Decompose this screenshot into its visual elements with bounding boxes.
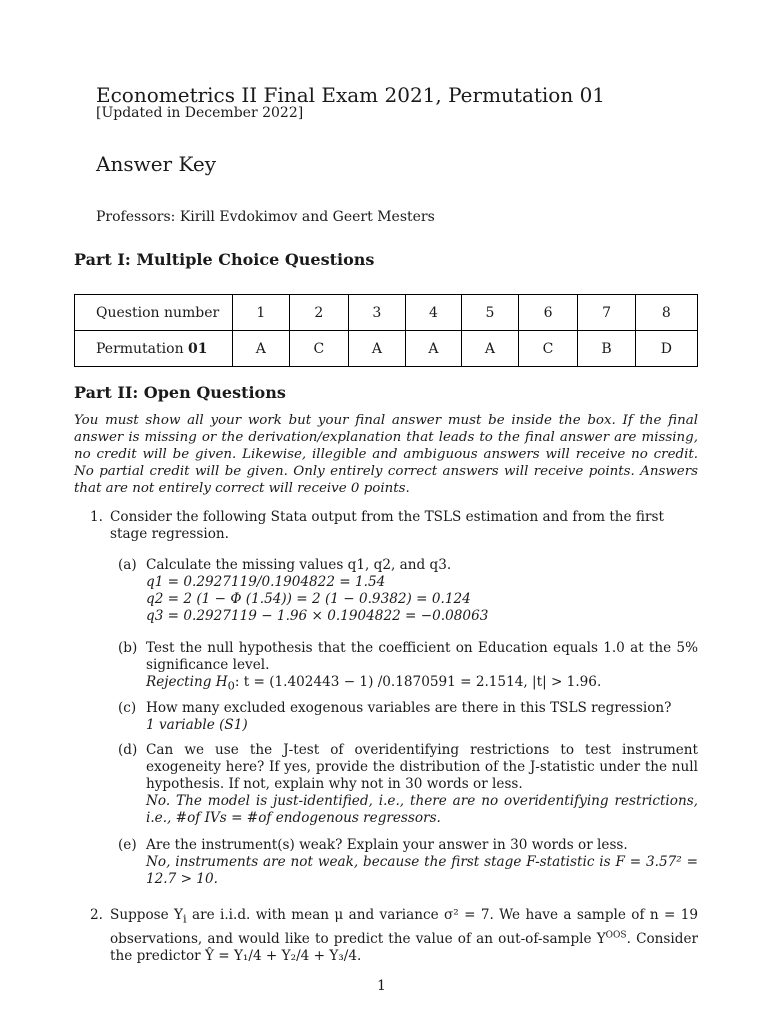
- question-number-cell: 8: [635, 295, 697, 331]
- question-number-cell: 7: [578, 295, 635, 331]
- question-subscript: i: [183, 911, 187, 926]
- permutation-label: [75, 331, 233, 367]
- question-text: Consider the following Stata output from the TSLS estimation and from the first stage regression.: [110, 509, 664, 542]
- subquestion-a: [118, 557, 698, 625]
- part2-heading: Part II: Open Questions: [74, 383, 286, 402]
- answer-cell: A: [405, 331, 462, 367]
- answer-line: q3 = 0.2927119 − 1.96 × 0.1904822 = −0.08063: [146, 608, 489, 624]
- subquestion-label: (d): [118, 742, 138, 758]
- subquestion-text: Are the instrument(s) weak? Explain your answer in 30 words or less.: [146, 837, 628, 853]
- answer-cell: B: [578, 331, 635, 367]
- question-number-cell: 4: [405, 295, 462, 331]
- subquestion-c: [118, 700, 698, 734]
- answer-key-heading: Answer Key: [96, 152, 216, 176]
- question-superscript: OOS: [605, 930, 627, 941]
- subquestion-text: Test the null hypothesis that the coefficient on Education equals 1.0 at the 5% significance level.: [146, 640, 698, 673]
- answer-cell: A: [233, 331, 290, 367]
- answer-line: q1 = 0.2927119/0.1904822 = 1.54: [146, 574, 386, 590]
- updated-note: [Updated in December 2022]: [96, 105, 304, 121]
- exam-title: Econometrics II Final Exam 2021, Permutation 01: [96, 83, 606, 107]
- question-number-cell: 6: [518, 295, 578, 331]
- question-number: 2.: [90, 907, 103, 923]
- subquestion-label: (b): [118, 640, 138, 656]
- answer-line: No. The model is just-identified, i.e., there are no overidentifying restrictions, i.e., #of IVs = #of endogenous regressors.: [146, 793, 698, 826]
- subquestion-b: [118, 640, 698, 695]
- answer-italic: Rejecting H: [146, 674, 228, 690]
- question-text-part: Suppose Y: [110, 907, 184, 923]
- question-number-label: Question number: [75, 295, 233, 331]
- mcq-answer-table: [74, 294, 698, 367]
- part1-heading: Part I: Multiple Choice Questions: [74, 250, 375, 269]
- answer-line: [146, 674, 698, 695]
- question-1: [90, 509, 698, 543]
- subquestion-label: (c): [118, 700, 137, 716]
- subquestion-e: [118, 837, 698, 888]
- table-row: [75, 295, 698, 331]
- question-number-cell: 2: [289, 295, 349, 331]
- permutation-number: 01: [188, 340, 208, 357]
- answer-line: 1 variable (S1): [146, 717, 248, 733]
- subquestion-label: (a): [118, 557, 137, 573]
- answer-cell: C: [518, 331, 578, 367]
- answer-rest: : t = (1.402443 − 1) /0.1870591 = 2.1514, |t| > 1.96.: [234, 674, 602, 690]
- subquestion-d: [118, 742, 698, 827]
- subquestion-label: (e): [118, 837, 137, 853]
- question-2: [90, 907, 698, 965]
- subquestion-text: Can we use the J-test of overidentifying restrictions to test instrument exogeneity here? If yes, provide the distribution of the J-statistic under the null hypothesis. If not, explain why not in 30 words or less.: [146, 742, 698, 792]
- question-number: 1.: [90, 509, 103, 525]
- instructions-paragraph: You must show all your work but your final answer must be inside the box. If the final answer is missing or the derivation/explanation that leads to the final answer are missing, no credit will be given. Likewise, illegible and ambiguous answers will receive no credit. No partial credit will be given. Only entirely correct answers will receive points. Answers that are not entirely correct will receive 0 points.: [74, 413, 698, 496]
- subquestion-text: How many excluded exogenous variables are there in this TSLS regression?: [146, 700, 672, 716]
- question-text-part: . Consider the predictor Ŷ = Y₁/4 + Y₂/4 + Y₃/4.: [110, 931, 698, 965]
- answer-cell: A: [462, 331, 519, 367]
- answer-line: q2 = 2 (1 − Φ (1.54)) = 2 (1 − 0.9382) = 0.124: [146, 591, 471, 607]
- question-text: [110, 907, 698, 964]
- answer-cell: A: [349, 331, 406, 367]
- table-row: [75, 331, 698, 367]
- professors-line: Professors: Kirill Evdokimov and Geert Mesters: [96, 209, 435, 225]
- answer-line: No, instruments are not weak, because the first stage F-statistic is F = 3.57² = 12.7 > 10.: [146, 854, 698, 887]
- answer-cell: D: [635, 331, 697, 367]
- permutation-label-text: Permutation: [96, 340, 189, 357]
- question-number-cell: 3: [349, 295, 406, 331]
- answer-subscript: 0: [227, 678, 235, 693]
- subquestion-text: Calculate the missing values q1, q2, and q3.: [146, 557, 452, 573]
- question-number-cell: 5: [462, 295, 519, 331]
- answer-cell: C: [289, 331, 349, 367]
- page-number: 1: [377, 978, 386, 994]
- question-text-part: are i.i.d. with mean μ and variance σ² = 7. We have a sample of n = 19 observations, and would like to predict the value of an out-of-sample Y: [110, 907, 698, 948]
- question-number-cell: 1: [233, 295, 290, 331]
